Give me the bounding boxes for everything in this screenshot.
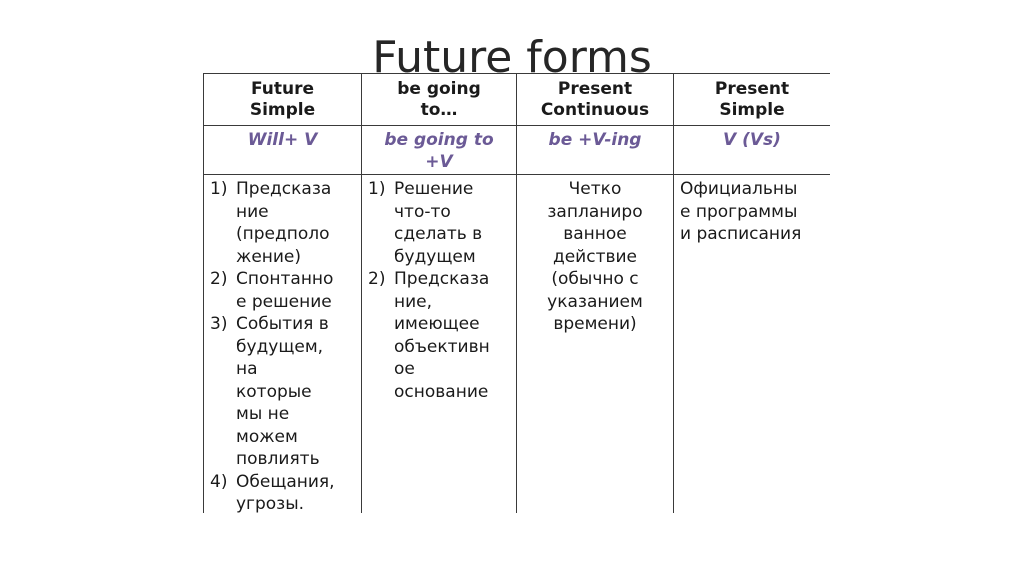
header-future-simple: Future Simple: [204, 74, 362, 126]
list-item: 1) Решение что-то сделать в будущем: [368, 179, 483, 267]
future-forms-table: [203, 73, 830, 513]
uses-be-going-to: [362, 175, 517, 514]
list-item: 3) События в будущем, на которые мы не можем повлиять: [210, 314, 329, 469]
form-be-going-to: be going to +V: [362, 126, 517, 175]
header-present-simple: Present Simple: [674, 74, 831, 126]
header-be-going-to: be going to…: [362, 74, 517, 126]
usage-text: Официальны е программы и расписания: [680, 179, 802, 244]
list-item: 1) Предсказа ние (предполо жение): [210, 179, 332, 267]
uses-present-continuous: [517, 175, 674, 514]
usage-text: Четко запланиро ванное действие (обычно с указанием времени): [547, 179, 643, 334]
slide-title: Future forms: [372, 32, 652, 83]
list-item: 2) Спонтанно е решение: [210, 269, 334, 312]
header-present-continuous: Present Continuous: [517, 74, 674, 126]
form-present-simple: V (Vs): [674, 126, 831, 175]
uses-future-simple: [204, 175, 362, 514]
uses-present-simple: [674, 175, 831, 514]
list-item: 4) Обещания, угрозы.: [210, 471, 335, 513]
list-item: 2) Предсказа ние, имеющее объективн ое основание: [368, 269, 490, 402]
form-future-simple: Will+ V: [204, 126, 362, 175]
form-present-continuous: be +V-ing: [517, 126, 674, 175]
